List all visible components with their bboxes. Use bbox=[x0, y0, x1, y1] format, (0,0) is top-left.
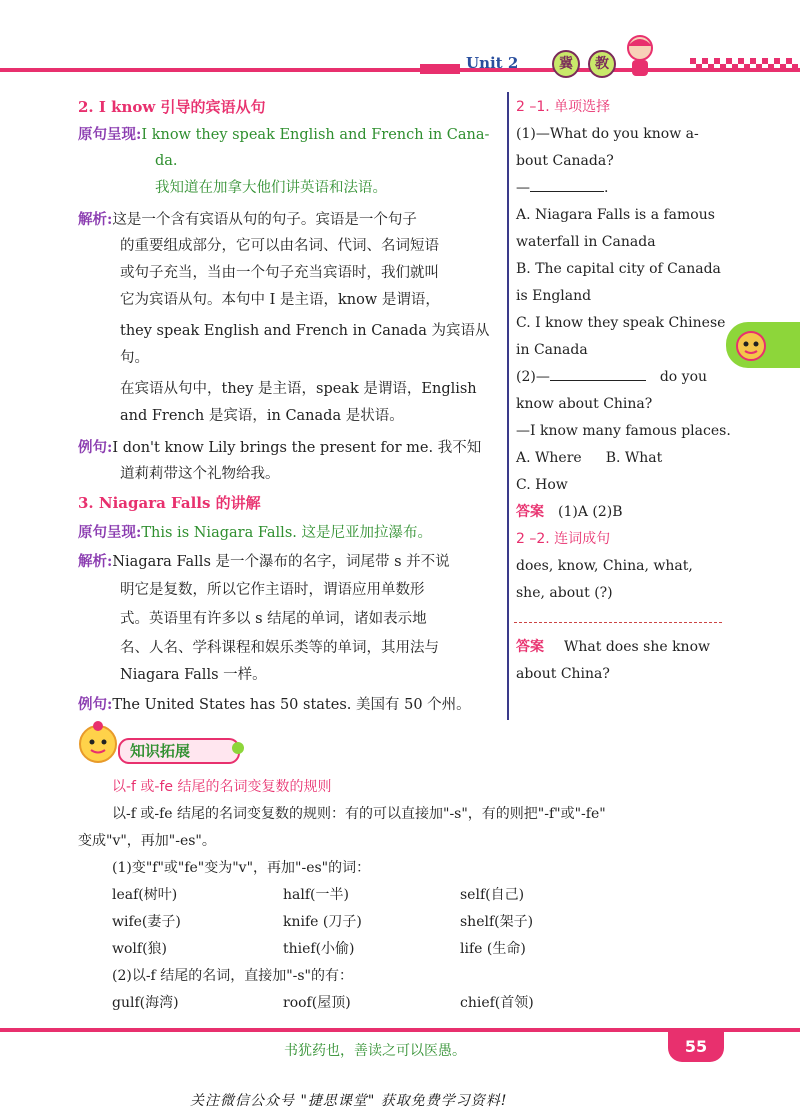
word-item: wolf(狼) bbox=[112, 941, 167, 957]
checker-decoration-icon bbox=[690, 58, 800, 76]
word-item: knife (刀子) bbox=[283, 914, 362, 930]
q22-line2: she, about (?) bbox=[516, 585, 613, 601]
answer-blank[interactable] bbox=[530, 177, 604, 192]
word-item: thief(小偷) bbox=[283, 941, 355, 957]
edition-badge-1: 冀 bbox=[552, 50, 580, 78]
q1-option-c: C. I know they speak Chinese bbox=[516, 315, 726, 331]
word-item: life (生命) bbox=[460, 941, 526, 957]
s3-explain-l4: 名、人名、学科课程和娱乐类等的单词，其用法与 bbox=[120, 640, 439, 656]
footer-motto: 书犹药也，善读之可以医愚。 bbox=[284, 1043, 466, 1059]
section-3-title: 3. Niagara Falls 的讲解 bbox=[78, 494, 261, 512]
q2-option-c: C. How bbox=[516, 477, 568, 493]
word-item: shelf(架子) bbox=[460, 914, 534, 930]
exercise-2-2-title: 2 –2. 连词成句 bbox=[516, 531, 611, 547]
extension-intro-l1: 以-f 或-fe 结尾的名词变复数的规则：有的可以直接加"-s"，有的则把"-f"或"-fe" bbox=[112, 806, 606, 822]
rule-1: (1)变"f"或"fe"变为"v"，再加"-es"的词： bbox=[112, 860, 371, 876]
answer-1: 答案 (1)A (2)B bbox=[516, 504, 623, 520]
page-number: 55 bbox=[668, 1032, 724, 1062]
s2-explain-l5: they speak English and French in Canada 为宾语从 bbox=[120, 323, 490, 339]
section-2-title: 2. I know 引导的宾语从句 bbox=[78, 98, 266, 116]
word-item: wife(妻子) bbox=[112, 914, 181, 930]
banner-dot-icon bbox=[232, 742, 244, 754]
unit-label: Unit 2 bbox=[466, 54, 519, 72]
s3-original: 原句呈现:This is Niagara Falls. 这是尼亚加拉瀑布。 bbox=[78, 524, 432, 541]
s3-explain-l5: Niagara Falls 一样。 bbox=[120, 667, 267, 683]
s2-explain-l7: 在宾语从句中，they 是主语，speak 是谓语，English bbox=[120, 381, 477, 397]
s2-original-translation: 我知道在加拿大他们讲英语和法语。 bbox=[155, 180, 387, 196]
q1-option-c-cont: in Canada bbox=[516, 342, 588, 358]
answer-separator bbox=[514, 622, 722, 623]
extension-label: 知识拓展 bbox=[130, 742, 191, 760]
s3-explain-l3: 式。英语里有许多以 s 结尾的单词，诸如表示地 bbox=[120, 611, 427, 627]
s2-original: 原句呈现:I know they speak English and French in Cana- bbox=[78, 126, 490, 143]
extension-intro-l2: 变成"v"，再加"-es"。 bbox=[78, 833, 216, 849]
q1-line2: bout Canada? bbox=[516, 153, 614, 169]
header-accent bbox=[420, 64, 460, 74]
s2-explain-l3: 或句子充当，当由一个句子充当宾语时，我们就叫 bbox=[120, 265, 439, 281]
s3-example: 例句:The United States has 50 states. 美国有 50 个州。 bbox=[78, 696, 471, 713]
q2-line3: —I know many famous places. bbox=[516, 423, 731, 439]
word-item: self(自己) bbox=[460, 887, 525, 903]
s2-explain-l4: 它为宾语从句。本句中 I 是主语，know 是谓语， bbox=[120, 292, 440, 308]
q2-options-ab: A. Where B. What bbox=[516, 450, 663, 466]
s2-original-cont: da. bbox=[155, 153, 178, 169]
q1-line1: (1)—What do you know a- bbox=[516, 126, 699, 142]
header-rule bbox=[0, 68, 800, 72]
q1-option-a: A. Niagara Falls is a famous bbox=[516, 207, 715, 223]
word-item: leaf(树叶) bbox=[112, 887, 178, 903]
extension-title: 以-f 或-fe 结尾的名词变复数的规则 bbox=[112, 779, 332, 795]
q1-option-a-cont: waterfall in Canada bbox=[516, 234, 656, 250]
word-item: half(一半) bbox=[283, 887, 349, 903]
bottom-note: 关注微信公众号 "捷思课堂" 获取免费学习资料! bbox=[190, 1093, 508, 1109]
s2-example-l1: 例句:I don't know Lily brings the present for me. 我不知 bbox=[78, 439, 482, 456]
s2-explain-l6: 句。 bbox=[120, 350, 149, 366]
s3-explain-l1: 解析:Niagara Falls 是一个瀑布的名字，词尾带 s 并不说 bbox=[78, 553, 450, 570]
s2-explain-l8: and French 是宾语，in Canada 是状语。 bbox=[120, 408, 404, 424]
q1-answer-blank: — . bbox=[516, 175, 608, 202]
rule-2: (2)以-f 结尾的名词，直接加"-s"的有： bbox=[112, 968, 353, 984]
column-divider bbox=[507, 92, 509, 720]
girl-mascot-icon bbox=[620, 30, 660, 80]
q1-option-b-cont: is England bbox=[516, 288, 592, 304]
exercise-2-1-title: 2 –1. 单项选择 bbox=[516, 99, 611, 115]
s3-explain-l2: 明它是复数，所以它作主语时，谓语应用单数形 bbox=[120, 582, 425, 598]
s2-explain-l1: 解析:这是一个含有宾语从句的句子。宾语是一个句子 bbox=[78, 211, 417, 228]
word-item: roof(屋顶) bbox=[283, 995, 351, 1011]
answer-2: 答案 What does she know bbox=[516, 639, 710, 655]
mascot-icon bbox=[76, 720, 120, 766]
word-item: gulf(海湾) bbox=[112, 995, 179, 1011]
q2-line2: know about China? bbox=[516, 396, 653, 412]
q22-line1: does, know, China, what, bbox=[516, 558, 693, 574]
answer-blank[interactable] bbox=[550, 366, 646, 381]
q2-line1: (2)— do you bbox=[516, 364, 707, 391]
s2-explain-l2: 的重要组成部分，它可以由名词、代词、名词短语 bbox=[120, 238, 439, 254]
q1-option-b: B. The capital city of Canada bbox=[516, 261, 721, 277]
answer-2-cont: about China? bbox=[516, 666, 610, 682]
s2-example-l2: 道莉莉带这个礼物给我。 bbox=[120, 466, 280, 482]
edition-badge-2: 教 bbox=[588, 50, 616, 78]
word-item: chief(首领) bbox=[460, 995, 534, 1011]
fox-face-icon bbox=[734, 328, 768, 362]
